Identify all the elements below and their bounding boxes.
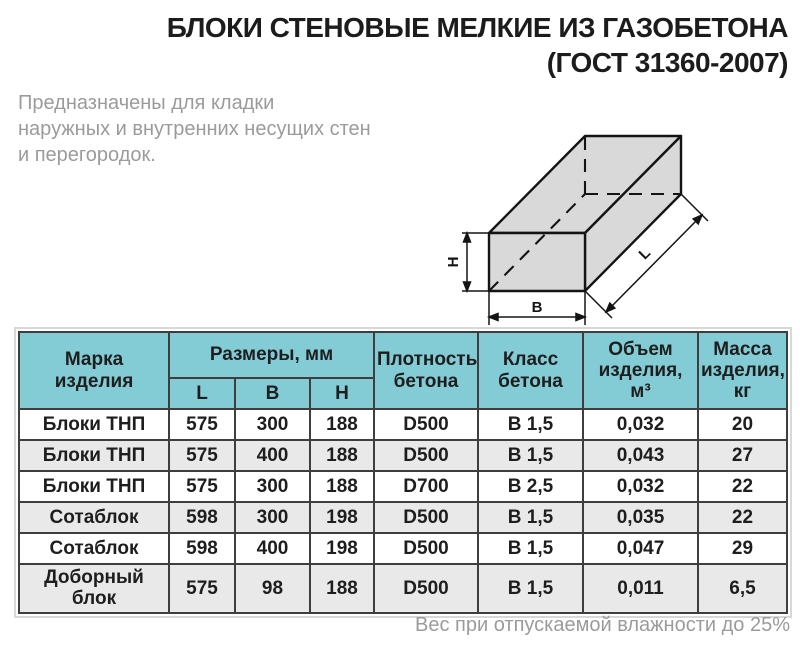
cell-mass: 22 — [698, 502, 787, 533]
cell-density: D500 — [374, 502, 478, 533]
cell-class: В 1,5 — [478, 564, 583, 613]
cell-h: 198 — [310, 502, 374, 533]
cell-b: 300 — [235, 409, 310, 440]
block-3d-diagram — [430, 100, 800, 330]
cell-volume: 0,035 — [583, 502, 698, 533]
col-header-l: L — [169, 378, 235, 409]
col-header-volume: Объем изделия, м³ — [583, 332, 698, 409]
cell-volume: 0,043 — [583, 440, 698, 471]
col-header-b: B — [235, 378, 310, 409]
cell-class: В 1,5 — [478, 440, 583, 471]
cell-volume: 0,011 — [583, 564, 698, 613]
col-header-dimensions: Размеры, мм — [169, 332, 374, 378]
table-row — [19, 533, 787, 564]
cell-b: 300 — [235, 471, 310, 502]
page-title — [167, 10, 788, 80]
cell-mass: 6,5 — [698, 564, 787, 613]
description-line: и перегородок. — [18, 144, 156, 166]
cell-density: D500 — [374, 564, 478, 613]
cell-mark: Блоки ТНП — [19, 471, 169, 502]
cell-b: 400 — [235, 440, 310, 471]
col-header-h: H — [310, 378, 374, 409]
cell-mark: Блоки ТНП — [19, 409, 169, 440]
cell-class: В 2,5 — [478, 471, 583, 502]
cell-l: 575 — [169, 440, 235, 471]
description — [18, 90, 371, 168]
cell-mark: Доборный блок — [19, 564, 169, 613]
cell-density: D500 — [374, 440, 478, 471]
cell-h: 188 — [310, 409, 374, 440]
cell-mark: Блоки ТНП — [19, 440, 169, 471]
cell-l: 575 — [169, 564, 235, 613]
cell-l: 575 — [169, 471, 235, 502]
cell-class: В 1,5 — [478, 502, 583, 533]
dimension-b-label: B — [531, 299, 543, 316]
cell-b: 400 — [235, 533, 310, 564]
cell-volume: 0,032 — [583, 409, 698, 440]
title-line-1: БЛОКИ СТЕНОВЫЕ МЕЛКИЕ ИЗ ГАЗОБЕТОНА — [166, 12, 788, 43]
cell-density: D700 — [374, 471, 478, 502]
description-line: наружных и внутренних несущих стен — [18, 118, 371, 140]
dimension-l-label: L — [635, 244, 655, 264]
cell-l: 598 — [169, 533, 235, 564]
cell-b: 98 — [235, 564, 310, 613]
cell-class: В 1,5 — [478, 409, 583, 440]
cell-mass: 20 — [698, 409, 787, 440]
table-row — [19, 409, 787, 440]
table-row — [19, 502, 787, 533]
dimension-h — [462, 233, 489, 291]
footer-note: Вес при отпускаемой влажности до 25% — [415, 614, 790, 636]
spec-table — [18, 331, 788, 614]
cell-class: В 1,5 — [478, 533, 583, 564]
cell-mass: 29 — [698, 533, 787, 564]
description-line: Предназначены для кладки — [18, 92, 275, 114]
cell-l: 575 — [169, 409, 235, 440]
table-row — [19, 564, 787, 613]
cell-volume: 0,032 — [583, 471, 698, 502]
cell-density: D500 — [374, 409, 478, 440]
col-header-mark: Марка изделия — [19, 332, 169, 409]
dimension-h-label: H — [444, 256, 462, 268]
table-row — [19, 471, 787, 502]
cell-mass: 22 — [698, 471, 787, 502]
cell-density: D500 — [374, 533, 478, 564]
cell-h: 198 — [310, 533, 374, 564]
cell-h: 188 — [310, 440, 374, 471]
table-row — [19, 440, 787, 471]
cell-h: 188 — [310, 471, 374, 502]
cell-l: 598 — [169, 502, 235, 533]
cell-mark: Сотаблок — [19, 502, 169, 533]
cell-volume: 0,047 — [583, 533, 698, 564]
cell-h: 188 — [310, 564, 374, 613]
title-line-2: (ГОСТ 31360-2007) — [546, 47, 788, 78]
col-header-mass: Масса изделия, кг — [698, 332, 787, 409]
cell-b: 300 — [235, 502, 310, 533]
col-header-class: Класс бетона — [478, 332, 583, 409]
cell-mass: 27 — [698, 440, 787, 471]
col-header-density: Плотность бетона — [374, 332, 478, 409]
cell-mark: Сотаблок — [19, 533, 169, 564]
